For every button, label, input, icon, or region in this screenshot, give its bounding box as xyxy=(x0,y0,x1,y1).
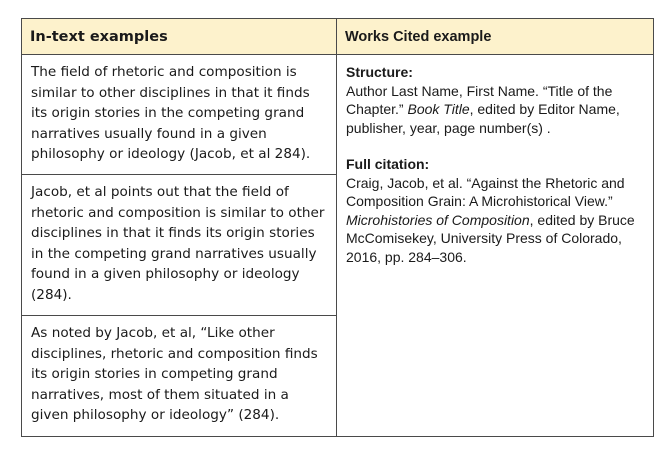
in-text-examples-header: In-text examples xyxy=(22,19,337,55)
full-citation-block xyxy=(346,155,644,266)
structure-block xyxy=(346,63,644,137)
full-citation-book-title: Microhistories of Composition xyxy=(346,211,530,228)
full-citation-label: Full citation: xyxy=(346,156,430,172)
works-cited-cell xyxy=(337,55,654,437)
structure-text-part2: , edited by Editor Name, publisher, year, page number(s) . xyxy=(346,101,620,136)
table-header-row xyxy=(22,19,654,55)
in-text-example-3: As noted by Jacob, et al, “Like other disciplines, rhetoric and composition finds its origin stories in competing grand narratives, most of them situated in a given philosophy or ideology” (284). xyxy=(22,316,337,437)
table-row xyxy=(22,55,654,175)
in-text-example-2: Jacob, et al points out that the field of rhetoric and composition is similar to other disciplines in that it finds its origin stories in the competing grand narratives usually found in a given philosophy or ideology (284). xyxy=(22,175,337,316)
structure-text-part1: Author Last Name, First Name. “Title of the Chapter.” xyxy=(346,82,613,117)
works-cited-example-header: Works Cited example xyxy=(337,19,654,55)
full-citation-part1: Craig, Jacob, et al. “Against the Rhetoric and Composition Grain: A Microhistorical View.” xyxy=(346,174,625,209)
full-citation-part2: , edited by Bruce McComisekey, University Press of Colorado, 2016, pp. 284–306. xyxy=(346,211,635,265)
citation-examples-table xyxy=(21,18,654,437)
structure-label: Structure: xyxy=(346,64,413,80)
in-text-example-1: The field of rhetoric and composition is similar to other disciplines in that it finds its origin stories in the competing grand narratives usually found in a given philosophy or ideology (Jacob, et al 284). xyxy=(22,55,337,175)
structure-book-title: Book Title xyxy=(407,101,470,117)
